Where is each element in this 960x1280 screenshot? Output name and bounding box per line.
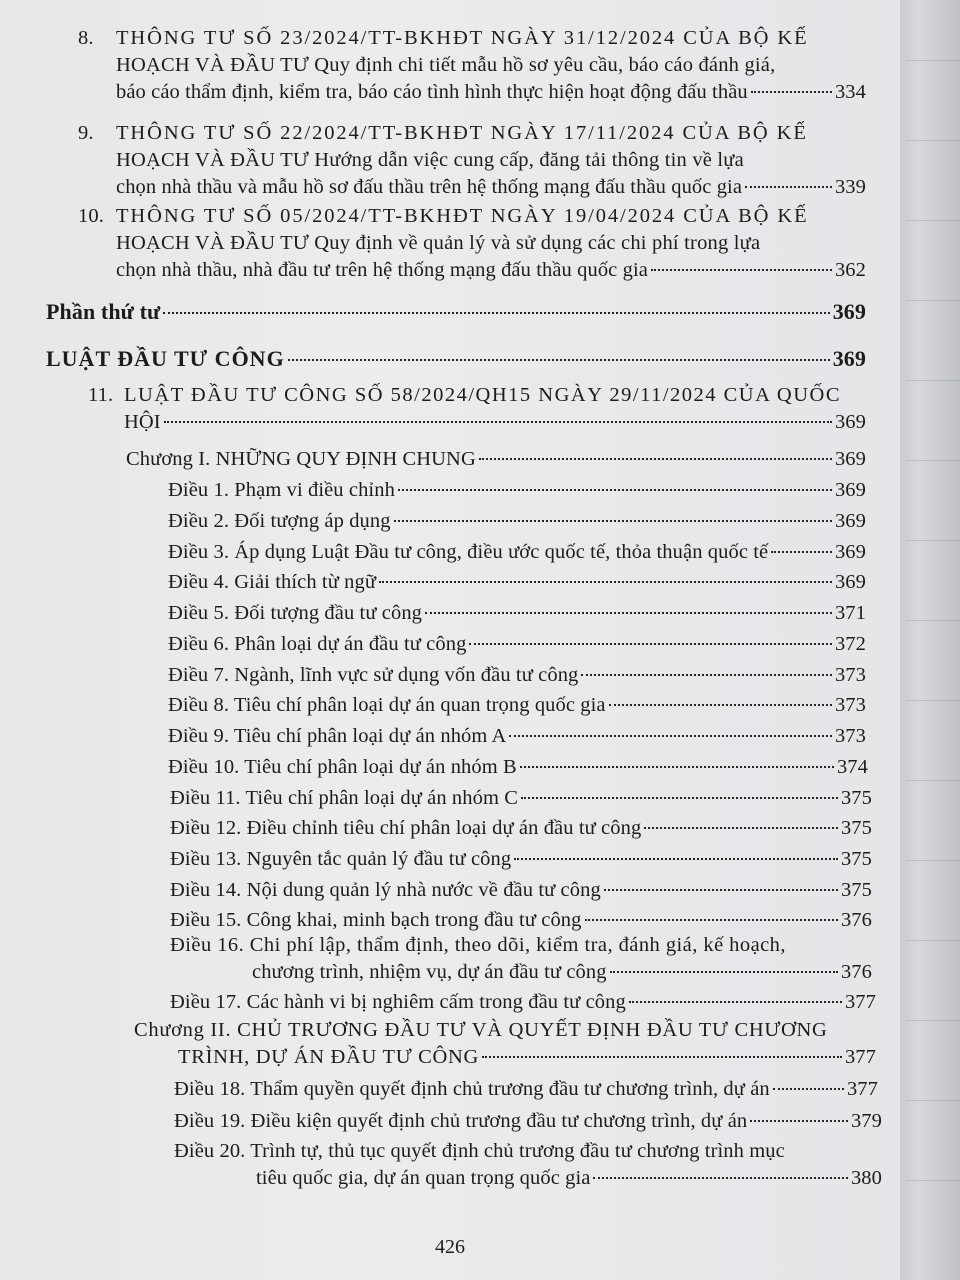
entry-title-line: HOẠCH VÀ ĐẦU TƯ Quy định chi tiết mẫu hồ sơ yêu cầu, báo cáo đánh giá, <box>116 54 776 76</box>
entry-title-line: THÔNG TƯ SỐ 05/2024/TT-BKHĐT NGÀY 19/04/2024 CỦA BỘ KẾ <box>116 205 809 227</box>
article-title: Điều 10. Tiêu chí phân loại dự án nhóm B <box>168 756 517 778</box>
entry-title-line: HỘI <box>124 411 161 433</box>
dot-leader <box>521 797 838 799</box>
dot-leader <box>398 489 832 491</box>
toc-article <box>174 1138 882 1192</box>
toc-article <box>168 754 868 781</box>
chapter-title: Chương I. NHỮNG QUY ĐỊNH CHUNG <box>126 448 476 470</box>
toc-entry-9 <box>78 120 866 201</box>
dot-leader <box>751 91 832 93</box>
page-number: 369 <box>834 541 866 563</box>
dot-leader <box>581 674 832 676</box>
dot-leader <box>164 421 832 423</box>
entry-title-line: HOẠCH VÀ ĐẦU TƯ Quy định về quản lý và sử dụng các chi phí trong lựa <box>116 232 761 254</box>
dot-leader <box>520 766 834 768</box>
article-title: Điều 12. Điều chỉnh tiêu chí phân loại dự án đầu tư công <box>170 817 642 839</box>
toc-article <box>170 815 872 842</box>
toc-chapter-1 <box>126 446 866 473</box>
dot-leader <box>425 612 832 614</box>
toc-article <box>170 785 872 812</box>
toc-article <box>168 631 866 658</box>
page-number: 375 <box>840 817 872 839</box>
toc-article <box>168 723 866 750</box>
dot-leader <box>379 581 832 583</box>
toc-article <box>168 600 866 627</box>
law-title: LUẬT ĐẦU TƯ CÔNG <box>46 346 285 371</box>
toc-entry-10 <box>78 203 866 284</box>
dot-leader <box>629 1001 842 1003</box>
toc-article <box>170 907 872 934</box>
page-number: 376 <box>840 961 872 983</box>
toc-chapter-2 <box>134 1017 876 1071</box>
entry-title-line: THÔNG TƯ SỐ 22/2024/TT-BKHĐT NGÀY 17/11/2024 CỦA BỘ KẾ <box>116 122 808 144</box>
toc-article <box>174 1076 878 1103</box>
page-number: 373 <box>834 725 866 747</box>
dot-leader <box>593 1177 847 1179</box>
dot-leader <box>750 1120 848 1122</box>
article-title: Điều 19. Điều kiện quyết định chủ trương đầu tư chương trình, dự án <box>174 1110 748 1132</box>
dot-leader <box>585 919 838 921</box>
page-number: 376 <box>840 909 872 931</box>
dot-leader <box>479 458 832 460</box>
entry-number: 10. <box>78 205 104 227</box>
page-number: 373 <box>834 694 866 716</box>
article-title: tiêu quốc gia, dự án quan trọng quốc gia <box>256 1167 591 1189</box>
dot-leader <box>514 858 838 860</box>
page-edge-stack <box>900 0 960 1280</box>
toc-entry-11 <box>88 382 866 436</box>
article-title: Điều 5. Đối tượng đầu tư công <box>168 602 423 624</box>
article-title: chương trình, nhiệm vụ, dự án đầu tư công <box>252 961 607 983</box>
page-number: 377 <box>846 1078 878 1100</box>
article-title: Điều 6. Phân loại dự án đầu tư công <box>168 633 467 655</box>
entry-title-line: chọn nhà thầu, nhà đầu tư trên hệ thống mạng đấu thầu quốc gia <box>116 259 648 281</box>
article-title: Điều 2. Đối tượng áp dụng <box>168 510 391 532</box>
article-title: Điều 1. Phạm vi điều chỉnh <box>168 479 395 501</box>
dot-leader <box>745 186 832 188</box>
toc-article <box>168 539 866 566</box>
toc-article <box>174 1108 882 1135</box>
article-title: Điều 9. Tiêu chí phân loại dự án nhóm A <box>168 725 507 747</box>
toc-law-heading <box>46 345 866 372</box>
page-number: 375 <box>840 787 872 809</box>
toc-article <box>170 846 872 873</box>
toc-article <box>168 477 866 504</box>
article-title: Điều 18. Thẩm quyền quyết định chủ trương đầu tư chương trình, dự án <box>174 1078 770 1100</box>
page-number: 375 <box>840 848 872 870</box>
entry-title-line: chọn nhà thầu và mẫu hồ sơ đấu thầu trên hệ thống mạng đấu thầu quốc gia <box>116 176 743 198</box>
page-number: 379 <box>850 1110 882 1132</box>
page-number: 334 <box>834 81 866 103</box>
dot-leader <box>288 359 830 361</box>
dot-leader <box>469 643 832 645</box>
page-number: 371 <box>834 602 866 624</box>
entry-number: 11. <box>88 384 114 406</box>
entry-number: 8. <box>78 27 94 49</box>
toc-article <box>170 877 872 904</box>
dot-leader <box>651 269 832 271</box>
page-number: 369 <box>832 299 866 324</box>
page-number: 369 <box>834 510 866 532</box>
page-number: 373 <box>834 664 866 686</box>
article-title: Điều 4. Giải thích từ ngữ <box>168 571 377 593</box>
dot-leader <box>773 1088 844 1090</box>
toc-part-heading <box>46 298 866 325</box>
article-title: Điều 7. Ngành, lĩnh vực sử dụng vốn đầu tư công <box>168 664 579 686</box>
article-title: Điều 14. Nội dung quản lý nhà nước về đầu tư công <box>170 879 601 901</box>
toc-article <box>168 569 866 596</box>
article-title: Điều 20. Trình tự, thủ tục quyết định chủ trương đầu tư chương trình mục <box>174 1140 785 1162</box>
dot-leader <box>644 827 838 829</box>
entry-title-line: báo cáo thẩm định, kiểm tra, báo cáo tình hình thực hiện hoạt động đấu thầu <box>116 81 748 103</box>
page-number: 374 <box>836 756 868 778</box>
toc-entry-8 <box>78 25 866 106</box>
page-number: 369 <box>834 411 866 433</box>
page-number: 339 <box>834 176 866 198</box>
page-number: 380 <box>850 1167 882 1189</box>
dot-leader <box>509 735 832 737</box>
dot-leader <box>604 889 838 891</box>
toc-article <box>168 692 866 719</box>
page-number: 362 <box>834 259 866 281</box>
page-number: 377 <box>844 991 876 1013</box>
article-title: Điều 8. Tiêu chí phân loại dự án quan trọng quốc gia <box>168 694 606 716</box>
article-title: Điều 11. Tiêu chí phân loại dự án nhóm C <box>170 787 519 809</box>
entry-number: 9. <box>78 122 94 144</box>
article-title: Điều 13. Nguyên tắc quản lý đầu tư công <box>170 848 512 870</box>
part-title: Phần thứ tư <box>46 299 161 324</box>
dot-leader <box>163 312 829 314</box>
dot-leader <box>771 551 832 553</box>
article-title: Điều 17. Các hành vi bị nghiêm cấm trong đầu tư công <box>170 991 626 1013</box>
dot-leader <box>610 971 838 973</box>
page-number: 369 <box>832 346 866 371</box>
page-number: 375 <box>840 879 872 901</box>
toc-article <box>170 989 876 1016</box>
entry-title-line: THÔNG TƯ SỐ 23/2024/TT-BKHĐT NGÀY 31/12/2024 CỦA BỘ KẾ <box>116 27 809 49</box>
dot-leader <box>482 1056 842 1058</box>
page-number: 369 <box>834 448 866 470</box>
toc-article <box>168 662 866 689</box>
page-number: 369 <box>834 571 866 593</box>
article-title: Điều 16. Chi phí lập, thẩm định, theo dõi, kiểm tra, đánh giá, kế hoạch, <box>170 934 786 956</box>
dot-leader <box>609 704 832 706</box>
toc-article <box>170 932 872 986</box>
chapter-title: TRÌNH, DỰ ÁN ĐẦU TƯ CÔNG <box>178 1046 480 1068</box>
toc-article <box>168 508 866 535</box>
page-number: 369 <box>834 479 866 501</box>
dot-leader <box>394 520 832 522</box>
entry-title-line: HOẠCH VÀ ĐẦU TƯ Hướng dẫn việc cung cấp, đăng tải thông tin về lựa <box>116 149 744 171</box>
article-title: Điều 3. Áp dụng Luật Đầu tư công, điều ước quốc tế, thỏa thuận quốc tế <box>168 541 769 563</box>
entry-title-line: LUẬT ĐẦU TƯ CÔNG SỐ 58/2024/QH15 NGÀY 29/11/2024 CỦA QUỐC <box>124 384 841 406</box>
page-footer-number: 426 <box>435 1236 465 1258</box>
page-number: 372 <box>834 633 866 655</box>
chapter-title: Chương II. CHỦ TRƯƠNG ĐẦU TƯ VÀ QUYẾT ĐỊNH ĐẦU TƯ CHƯƠNG <box>134 1019 828 1041</box>
page-number: 377 <box>844 1046 876 1068</box>
article-title: Điều 15. Công khai, minh bạch trong đầu tư công <box>170 909 582 931</box>
